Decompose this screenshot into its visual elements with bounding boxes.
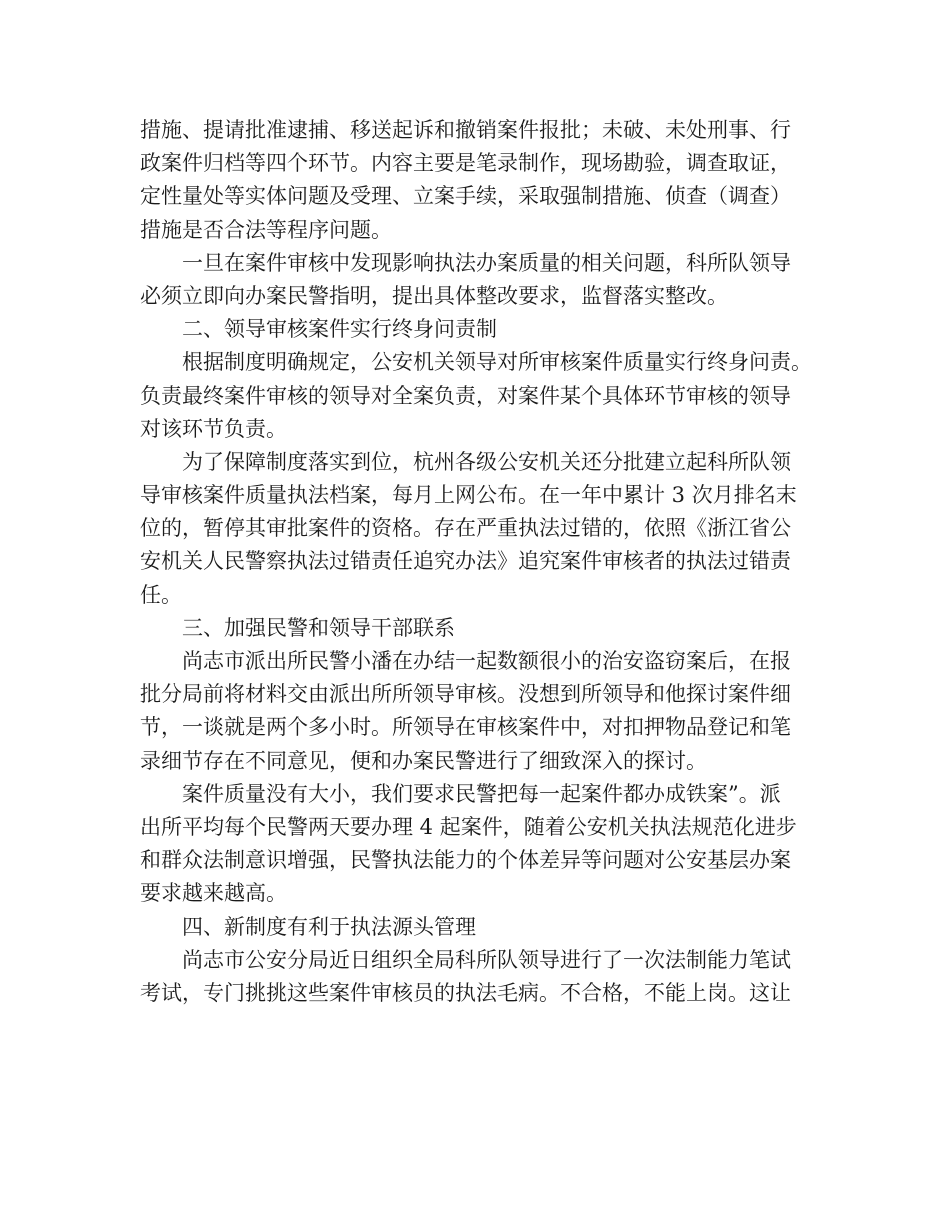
text-line: 要求越来越高。 — [140, 881, 287, 906]
text-line: 负责最终案件审核的领导对全案负责，对案件某个具体环节审核的领导 — [140, 383, 791, 408]
text-line: 批分局前将材料交由派出所所领导审核。没想到所领导和他探讨案件细 — [140, 682, 791, 707]
text-line: 对该环节负责。 — [140, 416, 287, 441]
text-line: 考试，专门挑挑这些案件审核员的执法毛病。不合格，不能上岗。这让 — [140, 980, 791, 1005]
text-line: 安机关人民警察执法过错责任追究办法》追究案件审核者的执法过错责 — [140, 549, 791, 574]
text-line: 节，一谈就是两个多小时。所领导在审核案件中，对扣押物品登记和笔 — [140, 715, 791, 740]
text-line: 出所平均每个民警两天要办理 4 起案件，随着公安机关执法规范化进步 — [140, 814, 797, 839]
text-line: 录细节存在不同意见，便和办案民警进行了细致深入的探讨。 — [140, 748, 707, 773]
text-line: 措施是否合法等程序问题。 — [140, 217, 392, 242]
text-line: 尚志市派出所民警小潘在办结一起数额很小的治安盗窃案后，在报 — [182, 649, 791, 673]
text-line: 措施、提请批准逮捕、移送起诉和撤销案件报批；未破、未处刑事、行 — [140, 118, 791, 142]
text-line: 定性量处等实体问题及受理、立案手续，采取强制措施、侦查（调查） — [140, 184, 791, 209]
text-line: 任。 — [140, 582, 182, 607]
text-line: 二、领导审核案件实行终身问责制 — [182, 317, 497, 342]
document-body — [140, 114, 820, 1010]
text-line: 政案件归档等四个环节。内容主要是笔录制作，现场勘验，调查取证， — [140, 151, 791, 176]
text-line: 为了保障制度落实到位，杭州各级公安机关还分批建立起科所队领 — [182, 449, 791, 474]
text-line: 位的，暂停其审批案件的资格。存在严重执法过错的，依照《浙江省公 — [140, 516, 791, 541]
text-line: 根据制度明确规定，公安机关领导对所审核案件质量实行终身问责。 — [182, 350, 812, 375]
text-line: 一旦在案件审核中发现影响执法办案质量的相关问题，科所队领导 — [182, 250, 791, 275]
text-line: 和群众法制意识增强，民警执法能力的个体差异等问题对公安基层办案 — [140, 848, 791, 873]
text-line: 导审核案件质量执法档案，每月上网公布。在一年中累计 3 次月排名末 — [140, 483, 797, 508]
text-line: 四、新制度有利于执法源头管理 — [182, 914, 476, 939]
text-line: 必须立即向办案民警指明，提出具体整改要求，监督落实整改。 — [140, 283, 728, 308]
text-line: 三、加强民警和领导干部联系 — [182, 615, 455, 640]
text-line: 尚志市公安分局近日组织全局科所队领导进行了一次法制能力笔试 — [182, 947, 791, 972]
text-line: 案件质量没有大小，我们要求民警把每一起案件都办成铁案”。派 — [182, 781, 781, 806]
